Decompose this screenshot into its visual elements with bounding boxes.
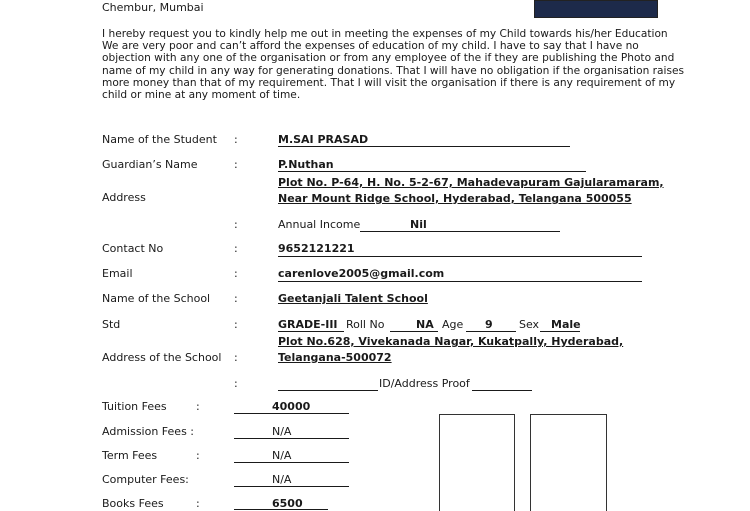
id-proof-blank-2[interactable] bbox=[472, 390, 532, 391]
fee-underline-admission bbox=[234, 438, 349, 439]
fee-value-books[interactable]: 6500 bbox=[272, 497, 303, 510]
address-line-2[interactable]: Near Mount Ridge School, Hyderabad, Telangana 500055 bbox=[278, 192, 632, 205]
school-name-value[interactable]: Geetanjali Talent School bbox=[278, 292, 428, 305]
sex-value[interactable]: Male bbox=[551, 318, 581, 331]
annual-income-label: Annual Income bbox=[278, 218, 361, 231]
colon: : bbox=[234, 377, 238, 390]
guardian-name-label: Guardian’s Name bbox=[102, 158, 198, 171]
colon: : bbox=[234, 351, 238, 364]
paragraph-line-3: objection with any one of the organisation or from any employee of the if they are publishing the Photo and bbox=[102, 52, 675, 65]
roll-no-label: Roll No bbox=[346, 318, 385, 331]
address-line-1[interactable]: Plot No. P-64, H. No. 5-2-67, Mahadevapuram Gajularamaram, bbox=[278, 176, 664, 189]
paragraph-line-5: more money than that of my requirement. That I will visit the organisation if there is any requirement of my bbox=[102, 76, 676, 89]
address-label: Address bbox=[102, 191, 146, 204]
colon: : bbox=[234, 158, 238, 171]
colon: : bbox=[196, 400, 200, 413]
fee-value-tuition[interactable]: 40000 bbox=[272, 400, 311, 413]
fee-underline-tuition bbox=[234, 413, 349, 414]
fee-value-term[interactable]: N/A bbox=[272, 449, 292, 462]
colon: : bbox=[234, 318, 238, 331]
colon: : bbox=[234, 218, 238, 231]
email-underline bbox=[278, 281, 642, 282]
guardian-name-value[interactable]: P.Nuthan bbox=[278, 158, 334, 171]
fee-label-term: Term Fees bbox=[102, 449, 158, 462]
paragraph-line-4: name of my child in any way for generating donations. That I will have no obligation if the organisation raises bbox=[102, 64, 685, 77]
annual-income-value[interactable]: Nil bbox=[410, 218, 427, 231]
fee-label-admission: Admission Fees : bbox=[102, 425, 194, 438]
colon: : bbox=[234, 292, 238, 305]
std-label: Std bbox=[102, 318, 121, 331]
school-name-label: Name of the School bbox=[102, 292, 211, 305]
roll-no-value[interactable]: NA bbox=[416, 318, 434, 331]
student-photo-top bbox=[534, 0, 658, 18]
student-name-underline bbox=[278, 146, 570, 147]
fee-underline-computer bbox=[234, 486, 349, 487]
paragraph-line-6: child or mine at any moment of time. bbox=[102, 89, 301, 102]
request-paragraph bbox=[102, 28, 702, 101]
age-underline bbox=[466, 331, 516, 332]
id-proof-label: ID/Address Proof bbox=[379, 377, 470, 390]
std-grade-underline bbox=[278, 331, 344, 332]
sex-label: Sex bbox=[519, 318, 540, 331]
paragraph-line-1: I hereby request you to kindly help me out in meeting the expenses of my Child towards his/her Education bbox=[102, 28, 668, 40]
annual-income-blank bbox=[360, 231, 408, 232]
email-value[interactable]: carenlove2005@gmail.com bbox=[278, 267, 445, 280]
fee-label-books: Books Fees bbox=[102, 497, 164, 510]
contact-underline bbox=[278, 256, 642, 257]
header-location: Chembur, Mumbai bbox=[102, 1, 204, 14]
guardian-name-underline bbox=[278, 171, 586, 172]
std-grade-value[interactable]: GRADE-III bbox=[278, 318, 338, 331]
colon: : bbox=[234, 267, 238, 280]
email-label: Email bbox=[102, 267, 133, 280]
fee-label-tuition: Tuition Fees bbox=[102, 400, 167, 413]
colon: : bbox=[196, 449, 200, 462]
fee-value-admission[interactable]: N/A bbox=[272, 425, 292, 438]
school-address-line-2[interactable]: Telangana-500072 bbox=[278, 351, 392, 364]
colon: : bbox=[196, 497, 200, 510]
age-value[interactable]: 9 bbox=[485, 318, 493, 331]
age-label: Age bbox=[442, 318, 464, 331]
fee-underline-term bbox=[234, 462, 349, 463]
colon: : bbox=[234, 133, 238, 146]
school-address-label: Address of the School bbox=[102, 351, 222, 364]
school-address-line-1[interactable]: Plot No.628, Vivekanada Nagar, Kukatpally, Hyderabad, bbox=[278, 335, 624, 348]
colon: : bbox=[234, 242, 238, 255]
id-proof-blank[interactable] bbox=[278, 390, 378, 391]
fee-label-computer: Computer Fees: bbox=[102, 473, 189, 486]
annual-income-underline bbox=[408, 231, 560, 232]
student-name-value[interactable]: M.SAI PRASAD bbox=[278, 133, 369, 146]
student-name-label: Name of the Student bbox=[102, 133, 217, 146]
photo-box-right bbox=[530, 414, 607, 511]
contact-value[interactable]: 9652121221 bbox=[278, 242, 355, 255]
sex-underline bbox=[540, 331, 580, 332]
fee-value-computer[interactable]: N/A bbox=[272, 473, 292, 486]
roll-no-underline bbox=[390, 331, 438, 332]
photo-box-left bbox=[439, 414, 515, 511]
paragraph-line-2: We are very poor and can’t afford the expenses of education of my child. I have to say that I have no bbox=[102, 40, 639, 53]
contact-label: Contact No bbox=[102, 242, 164, 255]
